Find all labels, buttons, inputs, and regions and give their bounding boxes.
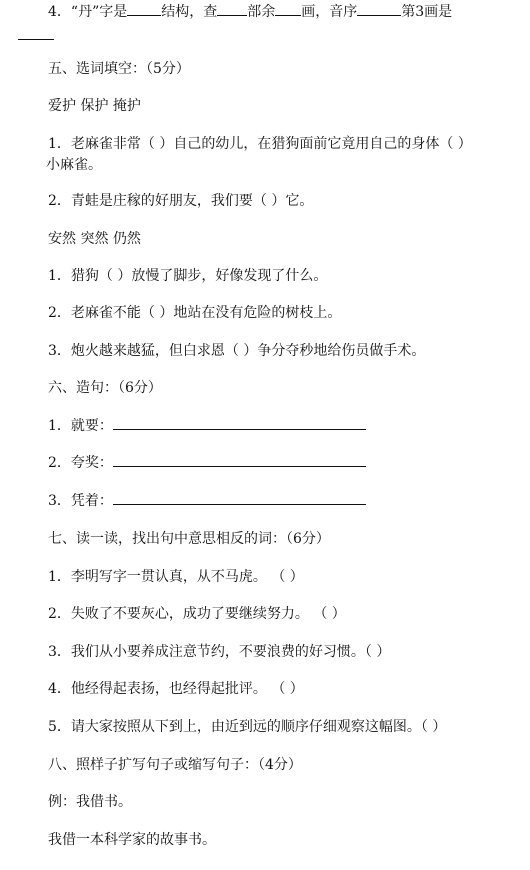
q4-text-3: 画，音序 [301, 4, 358, 20]
s7-item-2: 2．失败了不要灰心，成功了要继续努力。 （ ） [48, 606, 346, 622]
s5-item-b2: 2．老麻雀不能（ ）地站在没有危险的树枝上。 [48, 305, 342, 321]
q4-blank-index[interactable] [357, 2, 401, 16]
s6-item-3-answer-line[interactable] [113, 491, 366, 505]
word-bank-b: 安然 突然 仍然 [48, 231, 141, 247]
s8-expanded-sentence: 我借一本科学家的故事书。 [48, 832, 216, 848]
q4-text-2: 部余 [247, 4, 276, 20]
q4-text-1: 结构，查 [161, 4, 218, 20]
s7-item-1: 1．李明写字一贯认真，从不马虎。 （ ） [48, 569, 304, 585]
q4-text-4: 第3画是 [401, 4, 453, 20]
s6-item-3 [48, 491, 366, 511]
s5-item-a2: 2．青蛙是庄稼的好朋友，我们要（ ）它。 [48, 193, 314, 209]
s6-item-1-answer-line[interactable] [113, 416, 366, 430]
q4-wrap-line [18, 26, 54, 46]
q4-line [48, 2, 452, 22]
s7-item-5: 5．请大家按照从下到上，由近到远的顺序仔细观察这幅图。（ ） [48, 719, 447, 735]
q4-blank-third-stroke[interactable] [18, 26, 54, 40]
word-bank-a: 爱护 保护 掩护 [48, 98, 141, 114]
s5-item-a1: 1．老麻雀非常（ ）自己的幼儿，在猎狗面前它竟用自己的身体（ ） [48, 136, 472, 152]
s5-item-a1-continued: 小麻雀。 [46, 157, 102, 173]
q4-blank-strokes[interactable] [275, 2, 301, 16]
s7-item-3: 3．我们从小要养成注意节约，不要浪费的好习惯。（ ） [48, 644, 391, 660]
q4-blank-radical[interactable] [217, 2, 247, 16]
s7-item-4: 4．他经得起表扬，也经得起批评。 （ ） [48, 681, 304, 697]
section-6-title: 六、造句：（6分） [48, 380, 162, 396]
s5-item-b3: 3．炮火越来越猛，但白求恩（ ）争分夺秒地给伤员做手术。 [48, 343, 426, 359]
q4-blank-structure[interactable] [127, 2, 161, 16]
s6-item-1-label: 1．就要： [48, 418, 113, 434]
section-8-title: 八、照样子扩写句子或缩写句子：（4分） [48, 757, 302, 773]
section-7-title: 七、读一读，找出句中意思相反的词：（6分） [48, 531, 330, 547]
q4-label: 4．“丹”字是 [48, 4, 128, 20]
s6-item-1 [48, 416, 366, 436]
s8-example: 例：我借书。 [48, 794, 132, 810]
section-5-title: 五、选词填空：（5分） [48, 61, 190, 77]
s6-item-3-label: 3．凭着： [48, 493, 113, 509]
s6-item-2 [48, 453, 366, 473]
s6-item-2-answer-line[interactable] [113, 453, 366, 467]
s5-item-b1: 1．猎狗（ ）放慢了脚步，好像发现了什么。 [48, 268, 328, 284]
s6-item-2-label: 2．夸奖： [48, 455, 113, 471]
